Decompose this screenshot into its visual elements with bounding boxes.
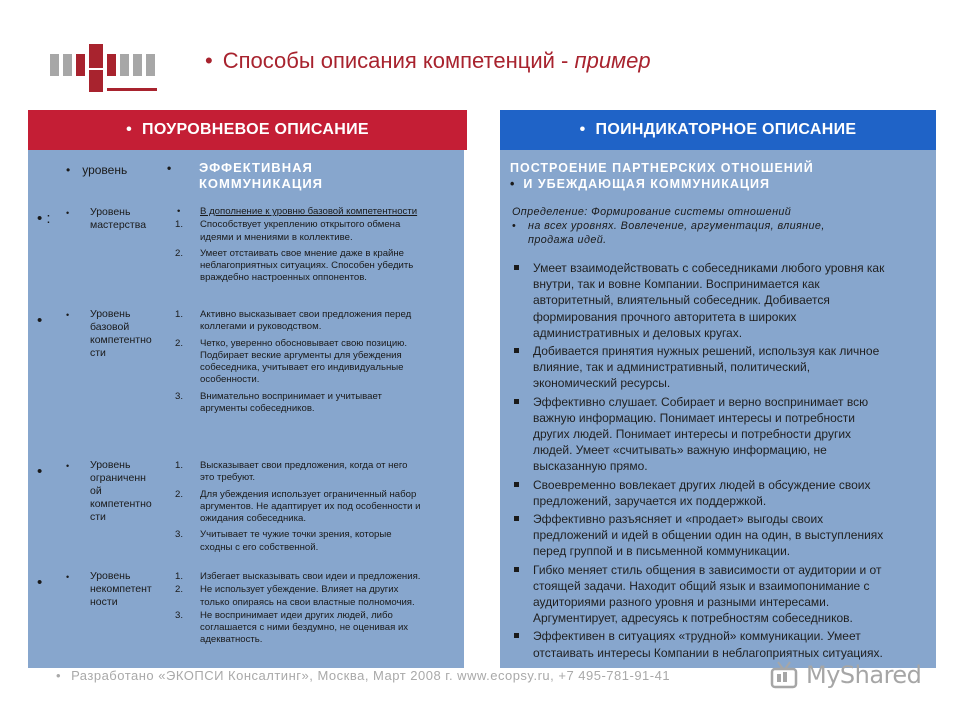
row-marker: •: [37, 574, 43, 591]
indicator-line: Избегает высказывать свои идеи и предложения.: [200, 571, 421, 582]
indicator-item: [175, 529, 460, 554]
indicator-line: Для убеждения использует ограниченный набор: [200, 488, 417, 500]
title-emphasis: пример: [574, 48, 651, 73]
indicator-item: [175, 248, 460, 285]
level-name-line: мастерства: [90, 219, 147, 231]
left-header-bullet: •: [126, 121, 133, 138]
indicator-bullet-item: [512, 394, 922, 475]
level-name: [90, 570, 165, 609]
indicator-item: [175, 489, 460, 526]
competency-title-line-1: ПОСТРОЕНИЕ ПАРТНЕРСКИХ ОТНОШЕНИЙ: [510, 161, 814, 175]
indicator-line: людей. Умеет «считывать» важную информацию, не: [533, 443, 827, 458]
indicator-line: Подбирает веские аргументы для убеждения: [200, 349, 402, 361]
indicator-item: [175, 338, 460, 387]
competency-definition: [512, 205, 912, 247]
definition-line: [512, 219, 912, 233]
level-indicators: [175, 206, 460, 285]
indicator-line: стоящей задачи. Находит общий язык и взаимопонимание с: [533, 578, 870, 593]
level-name-line: некомпетент: [90, 583, 152, 595]
indicator-bullet-item: [512, 477, 922, 509]
indicator-line: сходны с его собственной.: [200, 541, 319, 553]
indicator-line: Внимательно воспринимает и учитывает: [200, 390, 382, 402]
indicator-line: Эффективно слушает. Собирает и верно воспринимает всю: [533, 394, 869, 409]
indicator-line: неблагоприятных ситуациях. Способен убедить: [200, 260, 414, 272]
competency-title-line-2: [510, 176, 930, 192]
indicator-line: Умеет отстаивать свое мнение даже в крайне: [200, 247, 405, 259]
indicator-line: Эффективен в ситуациях «трудной» коммуникации. Умеет: [533, 629, 861, 644]
indicator-line: других людей. Понимает интересы и потребности других: [533, 427, 852, 442]
indicator-line: Своевременно вовлекает других людей в обсуждение своих: [533, 477, 871, 492]
indicator-intro: • В дополнение к уровню базовой компетентности: [175, 206, 460, 218]
level-indicators: [175, 459, 460, 554]
indicator-line: Умеет взаимодействовать с собеседниками любого уровня как: [533, 261, 885, 275]
definition-line: Определение: Формирование системы отношений: [512, 206, 792, 218]
level-name-line: компетентно: [90, 334, 152, 346]
indicator-competency-title: [510, 160, 930, 192]
indicator-line: предложений и идей в общении один на один, в выступлениях: [533, 528, 884, 543]
indicator-line: формирования прочного авторитета в широких: [533, 309, 797, 324]
level-name-line: ой: [90, 485, 102, 497]
indicator-bullet-item: [512, 511, 922, 560]
competency-title-line-2-text: И УБЕЖДАЮЩАЯ КОММУНИКАЦИЯ: [523, 177, 771, 191]
indicator-number: 1.: [175, 571, 184, 582]
level-name-line: компетентно: [90, 498, 152, 510]
row-bullet: •: [66, 208, 70, 218]
row-marker: •: [37, 312, 43, 329]
indicator-line: собеседника, учитывает его индивидуальные: [200, 362, 404, 374]
indicator-line: аргументы собеседников.: [200, 403, 315, 415]
indicator-line: Высказывает свои предложения, когда от него: [200, 460, 408, 471]
indicator-number: 2.: [175, 584, 184, 596]
indicator-number: 2.: [175, 337, 184, 349]
logo-bar-1: [50, 54, 59, 76]
row-bullet: •: [66, 461, 70, 471]
competency-header-line-2: КОММУНИКАЦИЯ: [199, 176, 324, 191]
indicator-line: Гибко меняет стиль общения в зависимости от аудитории и от: [533, 562, 882, 577]
indicator-line: Эффективно разъясняет и «продает» выгоды своих: [533, 512, 824, 527]
indicator-line: соглашается с ними бездумно, не оценивая их: [200, 622, 409, 634]
indicator-line: авторитетный, влиятельный собеседник. Добивается: [533, 293, 830, 308]
definition-line: продажа идей.: [528, 234, 607, 246]
left-panel: [28, 150, 464, 668]
indicator-number: 1.: [175, 309, 184, 320]
left-header-text: ПОУРОВНЕВОЕ ОПИСАНИЕ: [142, 121, 369, 138]
ecopsy-logo: [50, 42, 162, 94]
level-name-line: сти: [90, 511, 106, 523]
indicator-number: 3.: [175, 529, 184, 541]
competency-header-line-1: ЭФФЕКТИВНАЯ: [199, 160, 313, 175]
logo-bar-4: [89, 44, 103, 68]
level-name: [90, 459, 165, 524]
indicator-line: внутри, так и вовне Компании. Воспринимается как: [533, 277, 820, 292]
logo-bar-2: [63, 54, 72, 76]
indicator-line: аргументов. Не адаптирует их под особенности и: [200, 500, 421, 512]
indicator-bullet-item: [512, 260, 922, 341]
indicator-line: важную информацию. Понимает интересы и потребности: [533, 410, 855, 425]
title-bullet: •: [205, 48, 213, 73]
watermark-tv-icon: [770, 660, 798, 690]
indicator-number: 2.: [175, 488, 184, 500]
definition-line-text: на всех уровнях. Вовлечение, аргументация, влияние,: [528, 220, 825, 232]
indicator-item: [175, 219, 460, 244]
logo-bar-7: [120, 54, 129, 76]
footer-bullet: •: [56, 668, 62, 683]
indicator-line: коллегами и руководством.: [200, 321, 322, 333]
indicator-item: [175, 391, 460, 416]
right-header-bullet: •: [579, 121, 586, 138]
indicator-line: Активно высказывает свои предложения перед: [200, 309, 412, 320]
right-header-text: ПОИНДИКАТОРНОЕ ОПИСАНИЕ: [595, 121, 857, 138]
indicator-line: ожидания собеседника.: [200, 513, 307, 525]
indicator-line: аудиториями разного уровня и разными интересами.: [533, 595, 830, 610]
indicator-line: Не использует убеждение. Влияет на других: [200, 584, 399, 596]
title-main: Способы описания компетенций -: [222, 48, 575, 73]
watermark-text: MyShared: [806, 661, 922, 689]
logo-underline: [107, 88, 157, 91]
indicator-line: предложений, заручается их поддержкой.: [533, 493, 767, 508]
level-indicators: [175, 570, 460, 647]
competency-title-bullet: •: [510, 177, 516, 191]
indicator-bullet-item: [512, 562, 922, 627]
indicator-line: только опираясь на свои властные полномочия.: [200, 596, 415, 608]
level-header-bullet: •: [66, 163, 71, 177]
level-indicators: [175, 308, 460, 415]
definition-bullet: •: [512, 220, 517, 232]
indicator-line: особенности.: [200, 374, 260, 386]
level-name: [90, 308, 165, 360]
right-panel: [500, 150, 936, 668]
left-panel-header: [28, 110, 467, 150]
indicator-line: высказанную прямо.: [533, 459, 648, 474]
indicator-line: Не воспринимает идеи других людей, либо: [200, 609, 393, 621]
level-name-line: Уровень: [90, 308, 131, 320]
row-marker: •: [37, 463, 43, 480]
level-header-label: уровень: [82, 163, 128, 177]
indicator-line: отстаивать интересы Компании в неблагоприятных ситуациях.: [533, 645, 883, 660]
footer-credit: [56, 668, 670, 683]
indicator-item: [175, 584, 460, 609]
indicator-line: Четко, уверенно обосновывает свою позицию.: [200, 337, 408, 349]
level-name-line: базовой: [90, 321, 130, 333]
indicator-line: Учитывает те чужие точки зрения, которые: [200, 529, 392, 541]
row-bullet: •: [66, 310, 70, 320]
indicator-bullet-item: [512, 343, 922, 392]
level-name-line: сти: [90, 347, 106, 359]
indicator-number: 2.: [175, 247, 184, 259]
footer-text: Разработано «ЭКОПСИ Консалтинг», Москва, Март 2008 г. www.ecopsy.ru, +7 495-781-91-41: [71, 668, 671, 683]
row-marker: • :: [37, 210, 51, 227]
right-panel-header: [500, 110, 936, 150]
myshared-watermark: [770, 658, 930, 692]
indicator-line: влияние, так и административный, политический,: [533, 360, 811, 375]
logo-bar-9: [146, 54, 155, 76]
indicator-bullet-item: [512, 628, 922, 660]
indicator-line: адекватность.: [200, 634, 263, 646]
indicator-line: Аргументирует, адресуясь к потребностям собеседников.: [533, 611, 853, 626]
indicator-line: административных и деловых кругах.: [533, 325, 743, 340]
indicator-item: [175, 460, 460, 485]
logo-bar-5: [89, 70, 103, 92]
indicator-item: [175, 571, 460, 583]
level-name-line: ности: [90, 596, 118, 608]
logo-bar-3: [76, 54, 85, 76]
level-name: [90, 206, 165, 232]
indicator-line: это требуют.: [200, 472, 255, 484]
indicator-line: экономический ресурсы.: [533, 376, 671, 391]
competency-header-bullet: •: [167, 161, 173, 175]
indicator-line: перед группой и в письменной коммуникации.: [533, 544, 791, 559]
competency-column-header: [167, 160, 435, 192]
level-name-line: ограниченн: [90, 472, 146, 484]
indicator-line: Способствует укреплению открытого обмена: [200, 219, 401, 231]
logo-bar-8: [133, 54, 142, 76]
level-column-header: [66, 163, 127, 177]
indicator-line: идеями и мнениями в коллективе.: [200, 231, 353, 243]
indicator-item: [175, 309, 460, 334]
indicator-line: Добивается принятия нужных решений, используя как личное: [533, 344, 880, 359]
indicator-item: [175, 610, 460, 647]
level-name-line: Уровень: [90, 459, 131, 471]
slide-title: [205, 48, 651, 74]
logo-bar-6: [107, 54, 116, 76]
level-name-line: Уровень: [90, 570, 131, 582]
level-name-line: Уровень: [90, 206, 131, 218]
indicator-line: враждебно настроенных оппонентов.: [200, 272, 367, 284]
indicator-number: 1.: [175, 460, 184, 471]
indicator-list: [512, 260, 922, 663]
indicator-number: 3.: [175, 609, 184, 621]
indicator-number: 1.: [175, 219, 184, 231]
indicator-number: 3.: [175, 390, 184, 402]
row-bullet: •: [66, 572, 70, 582]
